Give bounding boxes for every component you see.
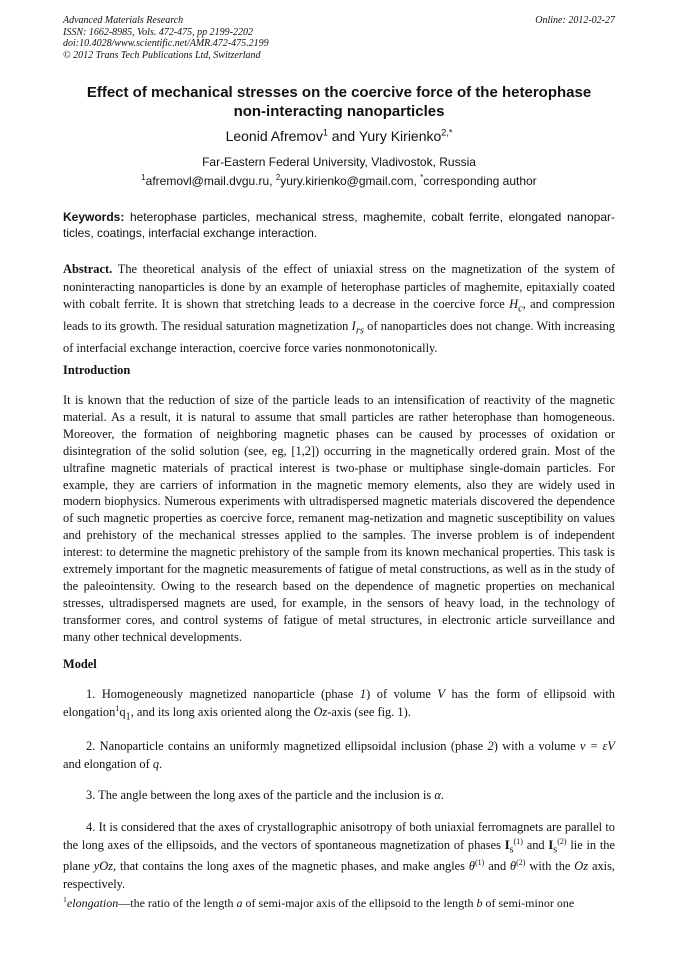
introduction-heading: Introduction xyxy=(63,363,131,377)
item1-q-sub: 1 xyxy=(125,710,131,722)
corresponding-mark: * xyxy=(420,173,424,182)
footnote-ref: 1 xyxy=(115,703,120,713)
item2-text-d: . xyxy=(159,756,163,771)
model-item-1 xyxy=(63,686,615,725)
item1-axis: Oz xyxy=(313,704,328,719)
item1-text-c: has the form of ellipsoid with elongation xyxy=(63,687,615,719)
model-heading: Model xyxy=(63,657,97,671)
abstract-text-3: of nanoparticles does not change. With increasing of interfacial exchange interaction, coercive force varies nonmonotonically. xyxy=(63,319,615,356)
abstract-text-1: The theoretical analysis of the effect of uniaxial stress on the magnetization of the system of noninteracting nanoparticles is done by an example of heterophase particles of maghemite, epitaxially coated with cobalt ferrite. It is shown that stretching leads to a decrease in the coercive force xyxy=(63,262,615,312)
item3-alpha: α xyxy=(434,788,441,802)
email-2: yury.kirienko@gmail.com, xyxy=(280,174,421,188)
irs-symbol: I xyxy=(351,319,356,334)
keywords-block xyxy=(63,209,615,241)
item4-axis: Oz xyxy=(574,859,589,874)
theta1-symbol: θ xyxy=(468,859,475,874)
footnote xyxy=(63,896,623,911)
corresponding-note: corresponding author xyxy=(423,174,537,188)
hc-subscript: c xyxy=(518,303,523,315)
author-list xyxy=(50,128,628,144)
item1-text-e: -axis (see fig. 1). xyxy=(327,704,411,719)
theta2-symbol: θ xyxy=(510,859,517,874)
title-line-2: non-interacting nanoparticles xyxy=(233,103,445,120)
abstract-block xyxy=(63,261,615,358)
item1-phase: 1 xyxy=(359,687,367,701)
affiliation: Far-Eastern Federal University, Vladivostok, Russia xyxy=(202,155,476,169)
footnote-mark: 1 xyxy=(63,895,67,904)
title-line-1: Effect of mechanical stresses on the coercive force of the heterophase xyxy=(86,84,592,101)
irs-subscript: rs xyxy=(355,325,364,337)
keywords-text: heterophase particles, mechanical stress, maghemite, cobalt ferrite, elongated nanopar-ticles, coatings, interfacial exchange interaction. xyxy=(63,210,615,240)
footnote-text-c: of semi-minor one xyxy=(482,896,575,910)
item2-equation: v = εV xyxy=(579,739,615,753)
author-2: Yury Kirienko xyxy=(358,128,442,144)
email-1-mark: 1 xyxy=(141,173,146,182)
item4-and-2: and xyxy=(484,859,511,874)
item2-q: q xyxy=(152,756,160,771)
abstract-text-2: , and compression leads to its growth. The residual saturation magnetization xyxy=(63,297,615,334)
abstract-label: Abstract. xyxy=(63,262,113,276)
footnote-a-var: a xyxy=(236,896,243,910)
online-date: Online: 2012-02-27 xyxy=(535,15,615,26)
item3-text-a: 3. The angle between the long axes of the particle and the inclusion is xyxy=(86,788,435,802)
journal-doi: doi:10.4028/www.scientific.net/AMR.472-475.2199 xyxy=(63,38,269,49)
item4-text-e: axis, respectively. xyxy=(63,859,616,891)
journal-issn: ISSN: 1662-8985, Vols. 472-475, pp 2199-2202 xyxy=(63,26,253,38)
i2-sup: (2) xyxy=(557,836,567,846)
model-item-2 xyxy=(63,738,615,773)
i2-symbol: I xyxy=(548,837,554,852)
keywords-label: Keywords: xyxy=(63,210,125,224)
item4-text-b: lie in the plane xyxy=(63,837,616,874)
journal-copyright: © 2012 Trans Tech Publications Ltd, Switzerland xyxy=(63,49,261,61)
introduction-text: It is known that the reduction of size of the particle leads to an intensification of reactivity of the magnetic material. As a result, it is natural to assume that small particles are rather heterophase than homogeneous. Moreover, the formation of neighboring magnetic phases can be caused by processes of oxidation or disintegration of the solid solution (see, eg, [1,2]) occurring in the magnetically ordered grain. Most of the ultrafine magnetic materials of practical interest is two-phase or multiphase single-domain particles. For example, they are carriers of information in the magnetic memory elements, also they are widely used in modern biophysics. Numerous experiments with ultradispersed magnetic materials discovered the dependence of such magnetic properties as coercive force, remanent mag-netization and magnetic susceptibility on values and prehistory of the mechanical stresses applied to the samples. The inverse problem is of independent interest: to determine the magnetic prehistory of the sample from its known mechanical properties. This task is extremely important for the magnetic measurements of fatigue of metal constructions, as well as in the study of the paleointensity. Owing to the research based on the dependence of magnetic properties on mechanical stresses, ultradispersed magnets are used, for example, in the sensors of heavy load, in the technology of transformer cores, and control systems of fatigue of metal structures, in electronic article surveillance and many other technical developments. xyxy=(63,393,615,644)
model-item-3 xyxy=(63,787,615,805)
item4-text-d: with the xyxy=(525,859,575,874)
author-2-mark: 2,* xyxy=(441,127,453,138)
item2-text-a: 2. Nanoparticle contains an uniformly magnetized ellipsoidal inclusion (phase xyxy=(86,739,488,753)
item2-text-b: ) with a volume xyxy=(493,739,580,753)
theta2-sup: (2) xyxy=(516,858,526,868)
item1-text-a: 1. Homogeneously magnetized nanoparticle (phase xyxy=(86,687,360,701)
footnote-text-a: —the ratio of the length xyxy=(118,896,237,910)
item2-text-c: and elongation of xyxy=(63,756,153,771)
item4-plane: yOz xyxy=(93,859,113,874)
i1-sup: (1) xyxy=(513,836,523,846)
i2-sub: s xyxy=(553,843,558,855)
item3-text-b: . xyxy=(440,788,444,802)
item1-volume: V xyxy=(437,687,445,701)
footnote-b-var: b xyxy=(476,896,483,910)
author-conjunction: and xyxy=(327,128,359,144)
journal-header xyxy=(63,15,615,61)
author-1-mark: 1 xyxy=(322,127,328,138)
hc-symbol: H xyxy=(509,297,519,312)
item4-and: and xyxy=(522,837,549,852)
item4-text-a: 4. It is considered that the axes of crystallographic anisotropy of both uniaxial ferromagnets are parallel to the long axes of the ellipsoids, and the vectors of spontaneous magnetization of phases xyxy=(63,820,615,852)
item1-q: q xyxy=(119,704,126,719)
item2-phase: 2 xyxy=(487,739,494,753)
paper-title xyxy=(50,83,628,121)
footnote-term: elongation xyxy=(66,896,119,910)
footnote-text-b: of semi-major axis of the ellipsoid to the length xyxy=(242,896,477,910)
author-1: Leonid Afremov xyxy=(225,128,323,144)
i1-sub: s xyxy=(509,843,514,855)
item4-text-c: , that contains the long axes of the magnetic phases, and make angles xyxy=(113,859,469,874)
author-emails xyxy=(50,174,628,188)
journal-name: Advanced Materials Research xyxy=(63,15,184,26)
email-2-mark: 2 xyxy=(275,173,281,182)
model-item-4 xyxy=(63,819,615,893)
item1-text-b: ) of volume xyxy=(366,687,438,701)
theta1-sup: (1) xyxy=(474,858,485,868)
item1-text-d: , and its long axis oriented along the xyxy=(130,704,314,719)
i1-symbol: I xyxy=(504,837,510,852)
email-1: afremovl@mail.dvgu.ru, xyxy=(145,174,276,188)
